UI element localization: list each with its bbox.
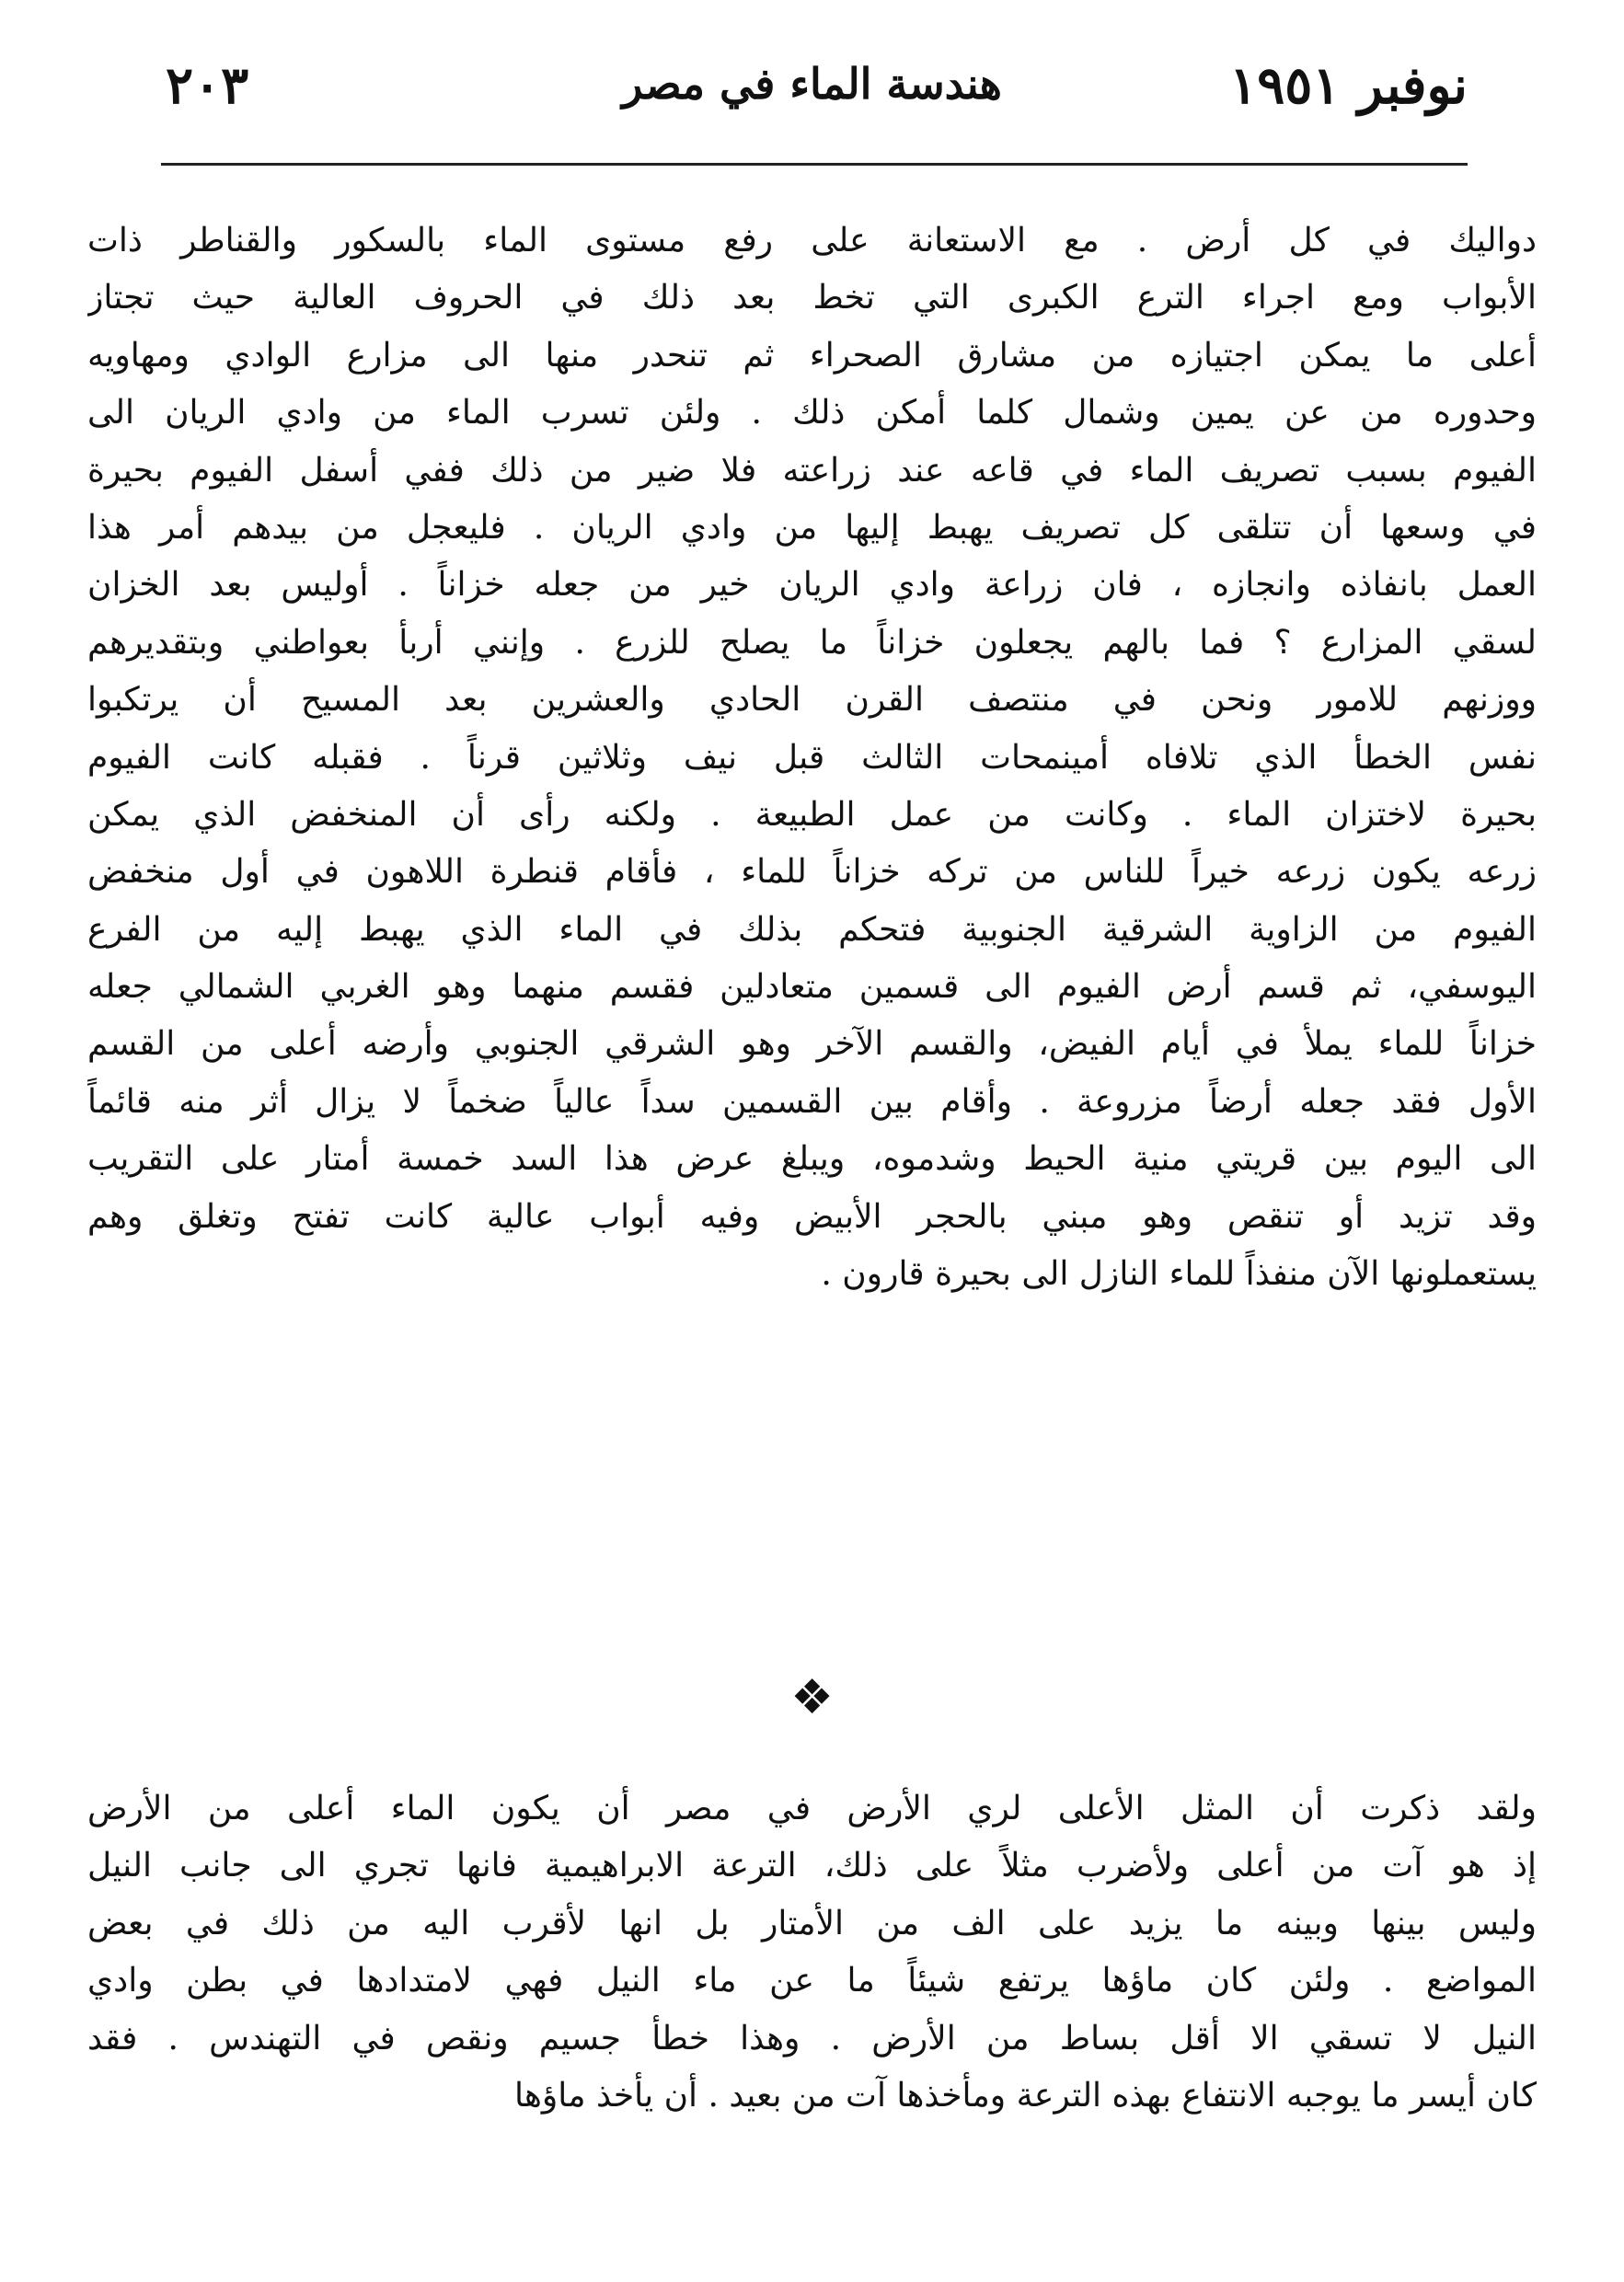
text-line: العمل بانفاذه وانجازه ، فان زراعة وادي الريان خير من جعله خزاناً . أوليس بعد الخزان [87, 566, 1537, 605]
text-line: الى اليوم بين قريتي منية الحيط وشدموه، ويبلغ عرض هذا السد خمسة أمتار على التقريب [87, 1140, 1537, 1179]
text-line: النيل لا تسقي الا أقل بساط من الأرض . وهذا خطأ جسيم ونقص في التهندس . فقد [87, 2019, 1537, 2057]
header-title: هندسة الماء في مصر [622, 59, 1002, 109]
text-line: اليوسفي، ثم قسم أرض الفيوم الى قسمين متعادلين فقسم منهما وهو الغربي الشمالي جعله [87, 968, 1537, 1007]
page-number: ٢٠٣ [166, 55, 249, 116]
paragraph-2 [87, 1781, 1537, 2125]
header-rule [161, 163, 1468, 166]
text-line: نفس الخطأ الذي تلافاه أمينمحات الثالث قبل نيف وثلاثين قرناً . فقبله كانت الفيوم [87, 738, 1537, 777]
paragraph-1 [87, 213, 1537, 1303]
text-line: كان أيسر ما يوجبه الانتفاع بهذه الترعة ومأخذها آت من بعيد . أن يأخذ ماؤها [513, 2076, 1537, 2115]
text-line: الفيوم بسبب تصريف الماء في قاعه عند زراعته فلا ضير من ذلك ففي أسفل الفيوم بحيرة [87, 451, 1537, 490]
text-line: وحدوره من عن يمين وشمال كلما أمكن ذلك . ولئن تسرب الماء من وادي الريان الى [87, 394, 1537, 432]
text-line: الأول فقد جعله أرضاً مزروعة . وأقام بين القسمين سداً عالياً ضخماً لا يزال أثر منه قائماً [87, 1082, 1537, 1121]
text-line: الأبواب ومع اجراء الترع الكبرى التي تخط بعد ذلك في الحروف العالية حيث تجتاز [87, 279, 1537, 317]
text-line: الفيوم من الزاوية الشرقية الجنوبية فتحكم بذلك في الماء الذي يهبط إليه من الفرع [87, 910, 1537, 949]
section-separator-ornament: ❖ [790, 1670, 834, 1725]
text-line: ووزنهم للامور ونحن في منتصف القرن الحادي والعشرين بعد المسيح أن يرتكبوا [87, 681, 1537, 720]
text-line: بحيرة لاختزان الماء . وكانت من عمل الطبيعة . ولكنه رأى أن المنخفض الذي يمكن [87, 795, 1537, 834]
text-line: لسقي المزارع ؟ فما بالهم يجعلون خزاناً ما يصلح للزرع . وإنني أربأ بعواطني وبتقديرهم [87, 623, 1537, 662]
text-line: ولقد ذكرت أن المثل الأعلى لري الأرض في مصر أن يكون الماء أعلى من الأرض [87, 1790, 1537, 1827]
text-line: في وسعها أن تتلقى كل تصريف يهبط إليها من وادي الريان . فليعجل من بيدهم أمر هذا [87, 508, 1537, 547]
text-line: وقد تزيد أو تنقص وهو مبني بالحجر الأبيض وفيه أبواب عالية كانت تفتح وتغلق وهم [87, 1197, 1537, 1236]
text-line: وليس بينها وبينه ما يزيد على الف من الأمتار بل انها لأقرب اليه من ذلك في بعض [87, 1904, 1537, 1942]
header-date: نوفبر ١٩٥١ [1229, 55, 1468, 116]
page-header [138, 55, 1486, 147]
text-line: يستعملونها الآن منفذاً للماء النازل الى بحيرة قارون . [821, 1255, 1537, 1294]
text-line: المواضع . ولئن كان ماؤها يرتفع شيئاً ما عن ماء النيل فهي لامتدادها في بطن وادي [87, 1962, 1537, 2000]
text-line: خزاناً للماء يملأ في أيام الفيض، والقسم الآخر وهو الشرقي الجنوبي وأرضه أعلى من القسم [87, 1025, 1537, 1064]
text-line: زرعه يكون زرعه خيراً للناس من تركه خزاناً للماء ، فأقام قنطرة اللاهون في أول منخفض [87, 853, 1537, 892]
text-line: أعلى ما يمكن اجتيازه من مشارق الصحراء ثم تنحدر منها الى مزارع الوادي ومهاويه [87, 336, 1537, 375]
text-line: دواليك في كل أرض . مع الاستعانة على رفع مستوى الماء بالسكور والقناطر ذات [87, 222, 1537, 259]
text-line: إذ هو آت من أعلى ولأضرب مثلاً على ذلك، الترعة الابراهيمية فانها تجري الى جانب النيل [87, 1847, 1537, 1885]
